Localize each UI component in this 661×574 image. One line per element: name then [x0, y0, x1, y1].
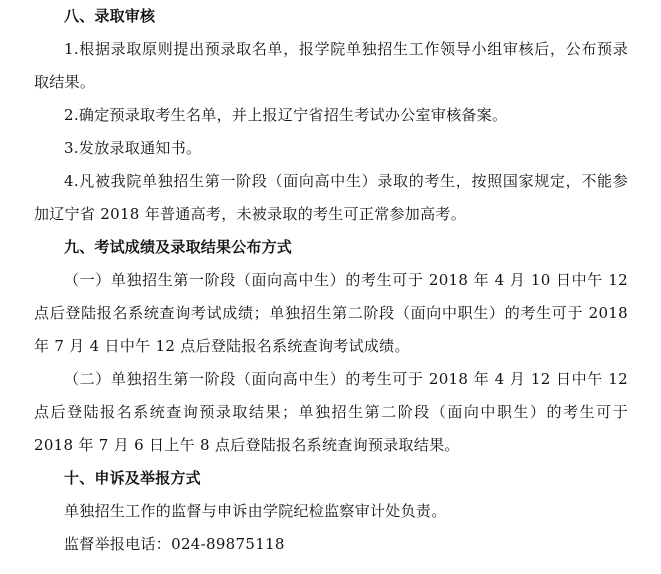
section-heading-results-publication: 九、考试成绩及录取结果公布方式 — [64, 238, 293, 256]
paragraph-appeals-hotline: 监督举报电话：024-89875118 — [64, 535, 285, 553]
paragraph-admission-4: 4.凡被我院单独招生第一阶段（面向高中生）录取的考生，按照国家规定，不能参加辽宁省 2018 年普通高考，未被录取的考生可正常参加高考。 — [34, 172, 628, 223]
paragraph-appeals-1: 单独招生工作的监督与申诉由学院纪检监察审计处负责。 — [64, 502, 447, 520]
section-heading-appeals: 十、申诉及举报方式 — [64, 469, 201, 487]
paragraph-admission-1: 1.根据录取原则提出预录取名单，报学院单独招生工作领导小组审核后，公布预录取结果。 — [34, 40, 628, 91]
paragraph-results-2: （二）单独招生第一阶段（面向高中生）的考生可于 2018 年 4 月 12 日中午 12 点后登陆报名系统查询预录取结果；单独招生第二阶段（面向中职生）的考生可于 2018 年 7 月 6 日上午 8 点后登陆报名系统查询预录取结果。 — [34, 370, 628, 454]
paragraph-results-1: （一）单独招生第一阶段（面向高中生）的考生可于 2018 年 4 月 10 日中午 12 点后登陆报名系统查询考试成绩；单独招生第二阶段（面向中职生）的考生可于 2018 年 7 月 4 日中午 12 点后登陆报名系统查询考试成绩。 — [34, 271, 628, 355]
document-body — [34, 0, 628, 561]
paragraph-admission-2: 2.确定预录取考生名单，并上报辽宁省招生考试办公室审核备案。 — [64, 106, 508, 124]
paragraph-admission-3: 3.发放录取通知书。 — [64, 139, 202, 157]
section-heading-admission-review: 八、录取审核 — [64, 7, 156, 25]
